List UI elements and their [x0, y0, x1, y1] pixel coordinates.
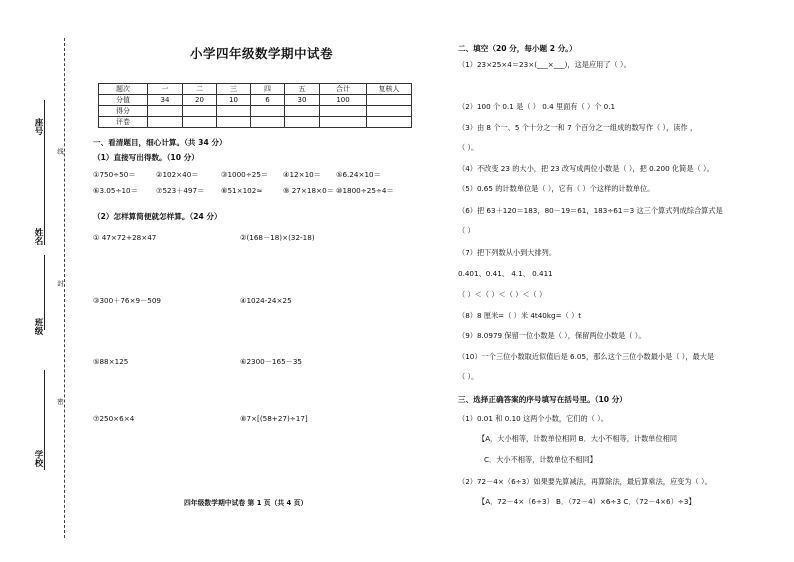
- score-cell: 100: [320, 95, 367, 106]
- fill-line: （7）把下列数从小到大排列。: [458, 248, 557, 257]
- score-cell: 合计: [320, 84, 367, 95]
- score-cell: 得分: [99, 106, 148, 117]
- seal-mark-secret: 密: [56, 398, 64, 405]
- binding-label-seat: 座号: [33, 118, 43, 135]
- score-cell[interactable]: [320, 106, 367, 117]
- binding-school-underline: [44, 370, 45, 470]
- section3-heading: 三、选择正确答案的序号填写在括号里。（10 分）: [458, 395, 627, 404]
- problem-item: ① 47×72+28×47: [93, 233, 157, 242]
- problem-item: ⑥2300－165－35: [240, 357, 302, 366]
- binding-name-underline: [44, 160, 45, 245]
- score-cell[interactable]: [285, 106, 320, 117]
- score-cell: 评卷: [99, 117, 148, 128]
- fill-line: （8）8 厘米=（ ）米 4t40kg=（ ）t: [458, 311, 582, 320]
- score-cell: 五: [285, 84, 320, 95]
- calc-item: ②102×40＝: [156, 170, 199, 179]
- page-footer: 四年级数学期中试卷 第 1 页（共 4 页）: [184, 499, 308, 507]
- score-cell[interactable]: [285, 117, 320, 128]
- page-title: 小学四年级数学期中试卷: [190, 46, 334, 61]
- choice-options: C．大小不相等，计数单位不相同】: [484, 455, 597, 464]
- fill-line: （1）23×25×4＝23×(___×___)，这是应用了（ ）。: [458, 60, 631, 69]
- score-cell: 30: [285, 95, 320, 106]
- score-cell[interactable]: [183, 117, 217, 128]
- score-cell[interactable]: [367, 117, 412, 128]
- score-cell: 一: [148, 84, 183, 95]
- fill-line: （4）不改变 23 的大小，把 23 改写成两位小数是（ ），把 0.200 化简是（ ）。: [458, 164, 714, 173]
- calc-item: ⑦523＋497＝: [156, 186, 205, 195]
- calc-item: ⑨ 27×18×0＝: [283, 186, 334, 195]
- problem-item: ②(168－18)×(32-18): [240, 233, 315, 242]
- fill-line: （3）由 8 个一、5 个十分之一和 7 个百分之一组成的数写作（ ），读作 ，: [458, 123, 698, 132]
- section2-heading: 二、填空（20 分，每小题 2 分。）: [458, 44, 577, 53]
- binding-label-class: 班级: [33, 318, 43, 335]
- calc-item: ⑧51×102≈: [221, 186, 263, 195]
- score-cell: 10: [217, 95, 251, 106]
- binding-label-school: 学校: [33, 450, 43, 467]
- section1-part1-title: （1）直接写出得数。（10 分）: [93, 153, 199, 162]
- problem-item: ⑦250×6×4: [93, 414, 135, 423]
- binding-label-name: 姓名: [33, 228, 43, 245]
- seal-mark-seal: 封: [56, 280, 64, 287]
- score-table-row: [99, 95, 412, 106]
- score-table-header-row: [99, 84, 412, 95]
- calc-item: ⑤6.24×10＝: [336, 170, 381, 179]
- problem-item: ⑧7×[(58+27)÷17]: [240, 414, 308, 423]
- score-cell[interactable]: [148, 117, 183, 128]
- score-cell[interactable]: [148, 106, 183, 117]
- fill-line: （9）8.0979 保留一位小数是（ ），保留两位小数是（ ）。: [458, 331, 646, 340]
- score-cell: 三: [217, 84, 251, 95]
- fill-line: （2）100 个 0.1 是（ ） 0.4 里面有（ ）个 0.1: [458, 102, 616, 111]
- choice-options: 【A．72－4×（6÷3） B．（72－4）×6÷3 C．（72－4×6）÷3】: [478, 497, 696, 506]
- fill-line: （ ）: [458, 226, 475, 235]
- fill-line: 0.401、0.41、 4.1、 0.411: [458, 269, 553, 278]
- score-cell: 20: [183, 95, 217, 106]
- problem-item: ③300＋76×9－509: [93, 296, 161, 305]
- score-cell: 复核人: [367, 84, 412, 95]
- score-cell: 题次: [99, 84, 148, 95]
- calc-item: ③1000÷25＝: [221, 170, 269, 179]
- choice-question: （1）0.01 和 0.10 这两个小数，它们的（ ）。: [458, 414, 608, 423]
- seal-mark-line: 线: [56, 148, 64, 155]
- choice-options: 【A．大小相等，计数单位相同 B．大小不相等，计数单位相同: [478, 434, 678, 443]
- score-table-row: [99, 106, 412, 117]
- score-cell: 分值: [99, 95, 148, 106]
- score-cell[interactable]: [320, 117, 367, 128]
- binding-class-underline: [44, 255, 45, 330]
- score-cell: 6: [251, 95, 285, 106]
- score-cell[interactable]: [251, 106, 285, 117]
- score-cell[interactable]: [217, 106, 251, 117]
- section1-heading: 一、看清题目，细心计算。（共 34 分）: [93, 138, 227, 147]
- calc-item: ⑥3.05÷10＝: [93, 186, 138, 195]
- score-cell[interactable]: [251, 117, 285, 128]
- score-cell: 34: [148, 95, 183, 106]
- calc-item: ④12×10＝: [283, 170, 321, 179]
- score-cell: 四: [251, 84, 285, 95]
- score-cell[interactable]: [367, 106, 412, 117]
- fill-line: （ ）。: [458, 372, 479, 381]
- problem-item: ④1024-24×25: [240, 296, 292, 305]
- calc-item: ⑩1800÷25÷4＝: [336, 186, 394, 195]
- section1-part2-title: （2）怎样算简便就怎样算。（24 分）: [93, 212, 222, 221]
- score-cell[interactable]: [217, 117, 251, 128]
- fill-line: （5）0.65 的计数单位是（ ），它有（ ）个这样的计数单位。: [458, 184, 655, 193]
- fill-line: （ ）。: [458, 143, 479, 152]
- score-table-row: [99, 117, 412, 128]
- score-cell: [367, 95, 412, 106]
- choice-question: （2）72－4×（6÷3）如果要先算减法，再算除法，最后算乘法，应变为（ ）。: [458, 477, 712, 486]
- score-table: [98, 83, 412, 128]
- fill-line: （ ）＜（ ）＜（ ）＜（ ）: [458, 290, 547, 299]
- score-cell: 二: [183, 84, 217, 95]
- fill-line: （10）一个三位小数取近似值后是 6.05，那么这个三位小数最小是（ ），最大是: [458, 352, 715, 361]
- problem-item: ⑤88×125: [93, 357, 129, 366]
- calc-item: ①750÷50＝: [93, 170, 136, 179]
- binding-dashed-line: [64, 38, 65, 538]
- fill-line: （6）把 63＋120＝183，80－19＝61，183÷61＝3 这三个算式列成综合算式是: [458, 206, 723, 215]
- score-cell[interactable]: [183, 106, 217, 117]
